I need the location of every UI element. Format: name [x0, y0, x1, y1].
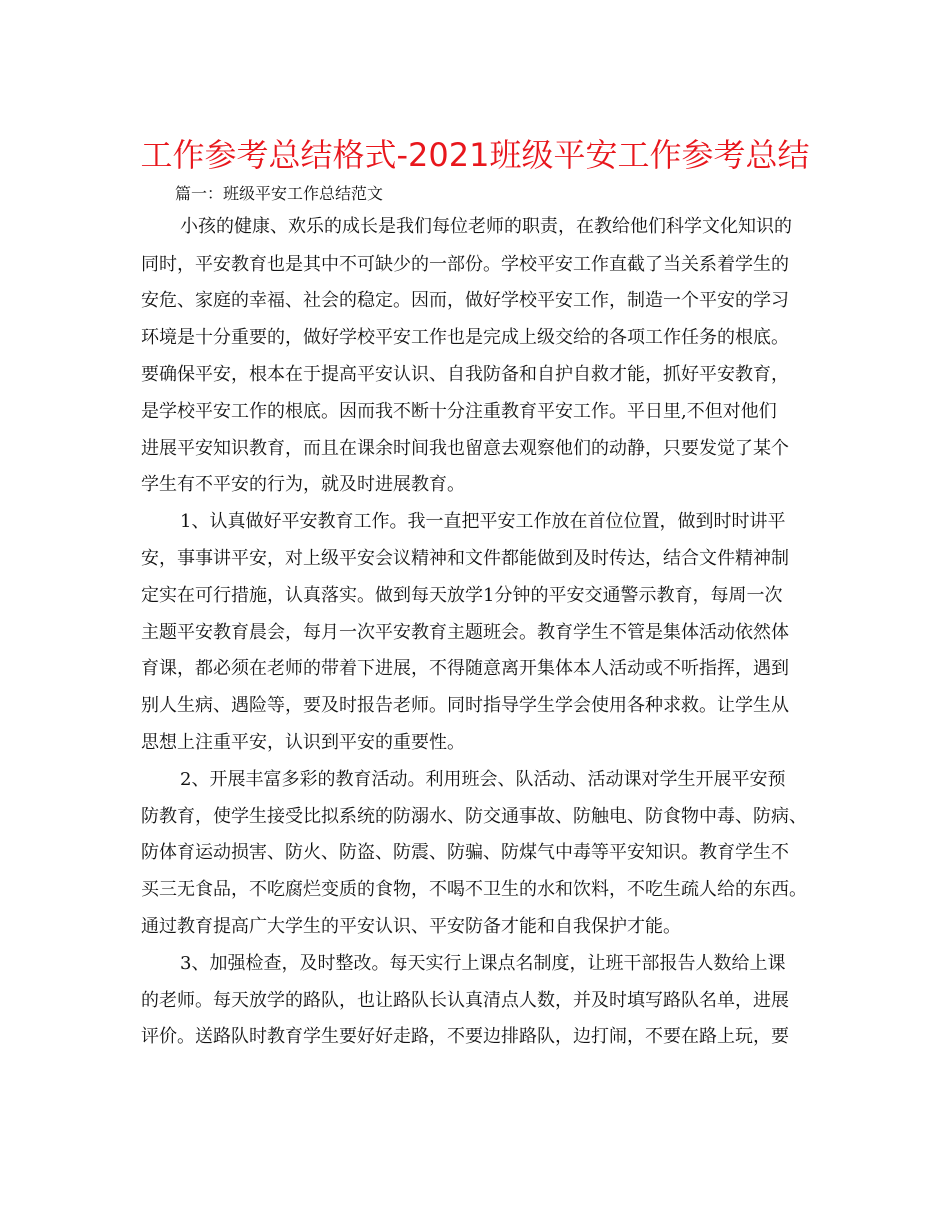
text-line: 通过教育提高广大学生的平安认识、平安防备才能和自我保护才能。: [141, 916, 681, 937]
text-line: 3、加强检查，及时整改。每天实行上课点名制度，让班干部报告人数给上课: [180, 953, 786, 974]
text-line: 同时，平安教育也是其中不可缺少的一部份。学校平安工作直截了当关系着学生的: [141, 254, 789, 275]
text-line: 安，事事讲平安，对上级平安会议精神和文件都能做到及时传达，结合文件精神制: [141, 548, 789, 569]
text-line: 小孩的健康、欢乐的成长是我们每位老师的职责，在教给他们科学文化知识的: [180, 216, 792, 237]
text-line: 要确保平安，根本在于提高平安认识、自我防备和自护自救才能，抓好平安教育，: [141, 364, 789, 385]
text-line: 思想上注重平安，认识到平安的重要性。: [141, 732, 465, 753]
text-line: 买三无食品，不吃腐烂变质的食物，不喝不卫生的水和饮料，不吃生疏人给的东西。: [141, 879, 807, 900]
text-line: 安危、家庭的幸福、社会的稳定。因而，做好学校平安工作，制造一个平安的学习: [141, 290, 789, 311]
text-line: 1、认真做好平安教育工作。我一直把平安工作放在首位位置，做到时时讲平: [180, 511, 786, 532]
text-line: 定实在可行措施，认真落实。做到每天放学1分钟的平安交通警示教育，每周一次: [141, 585, 783, 606]
text-line: 别人生病、遇险等，要及时报告老师。同时指导学生学会使用各种求救。让学生从: [141, 695, 789, 716]
text-line: 主题平安教育晨会，每月一次平安教育主题班会。教育学生不管是集体活动依然体: [141, 622, 789, 643]
text-line: 防体育运动损害、防火、防盗、防震、防骗、防煤气中毒等平安知识。教育学生不: [141, 842, 789, 863]
text-line: 评价。送路队时教育学生要好好走路，不要边排路队，边打闹，不要在路上玩，要: [141, 1026, 789, 1047]
text-line: 学生有不平安的行为，就及时进展教育。: [141, 474, 465, 495]
text-line: 育课，都必须在老师的带着下进展，不得随意离开集体本人活动或不听指挥，遇到: [141, 658, 789, 679]
text-line: 的老师。每天放学的路队，也让路队长认真清点人数，并及时填写路队名单，进展: [141, 990, 789, 1011]
section-heading: 篇一：班级平安工作总结范文: [175, 184, 384, 203]
text-line: 是学校平安工作的根底。因而我不断十分注重教育平安工作。平日里,不但对他们: [141, 401, 777, 422]
text-line: 环境是十分重要的，做好学校平安工作也是完成上级交给的各项工作任务的根底。: [141, 327, 789, 348]
text-line: 2、开展丰富多彩的教育活动。利用班会、队活动、活动课对学生开展平安预: [180, 769, 786, 790]
text-line: 进展平安知识教育，而且在课余时间我也留意去观察他们的动静，只要发觉了某个: [141, 438, 789, 459]
document-title: 工作参考总结格式-2021班级平安工作参考总结: [140, 136, 810, 174]
text-line: 防教育，使学生接受比拟系统的防溺水、防交通事故、防触电、防食物中毒、防病、: [141, 806, 807, 827]
